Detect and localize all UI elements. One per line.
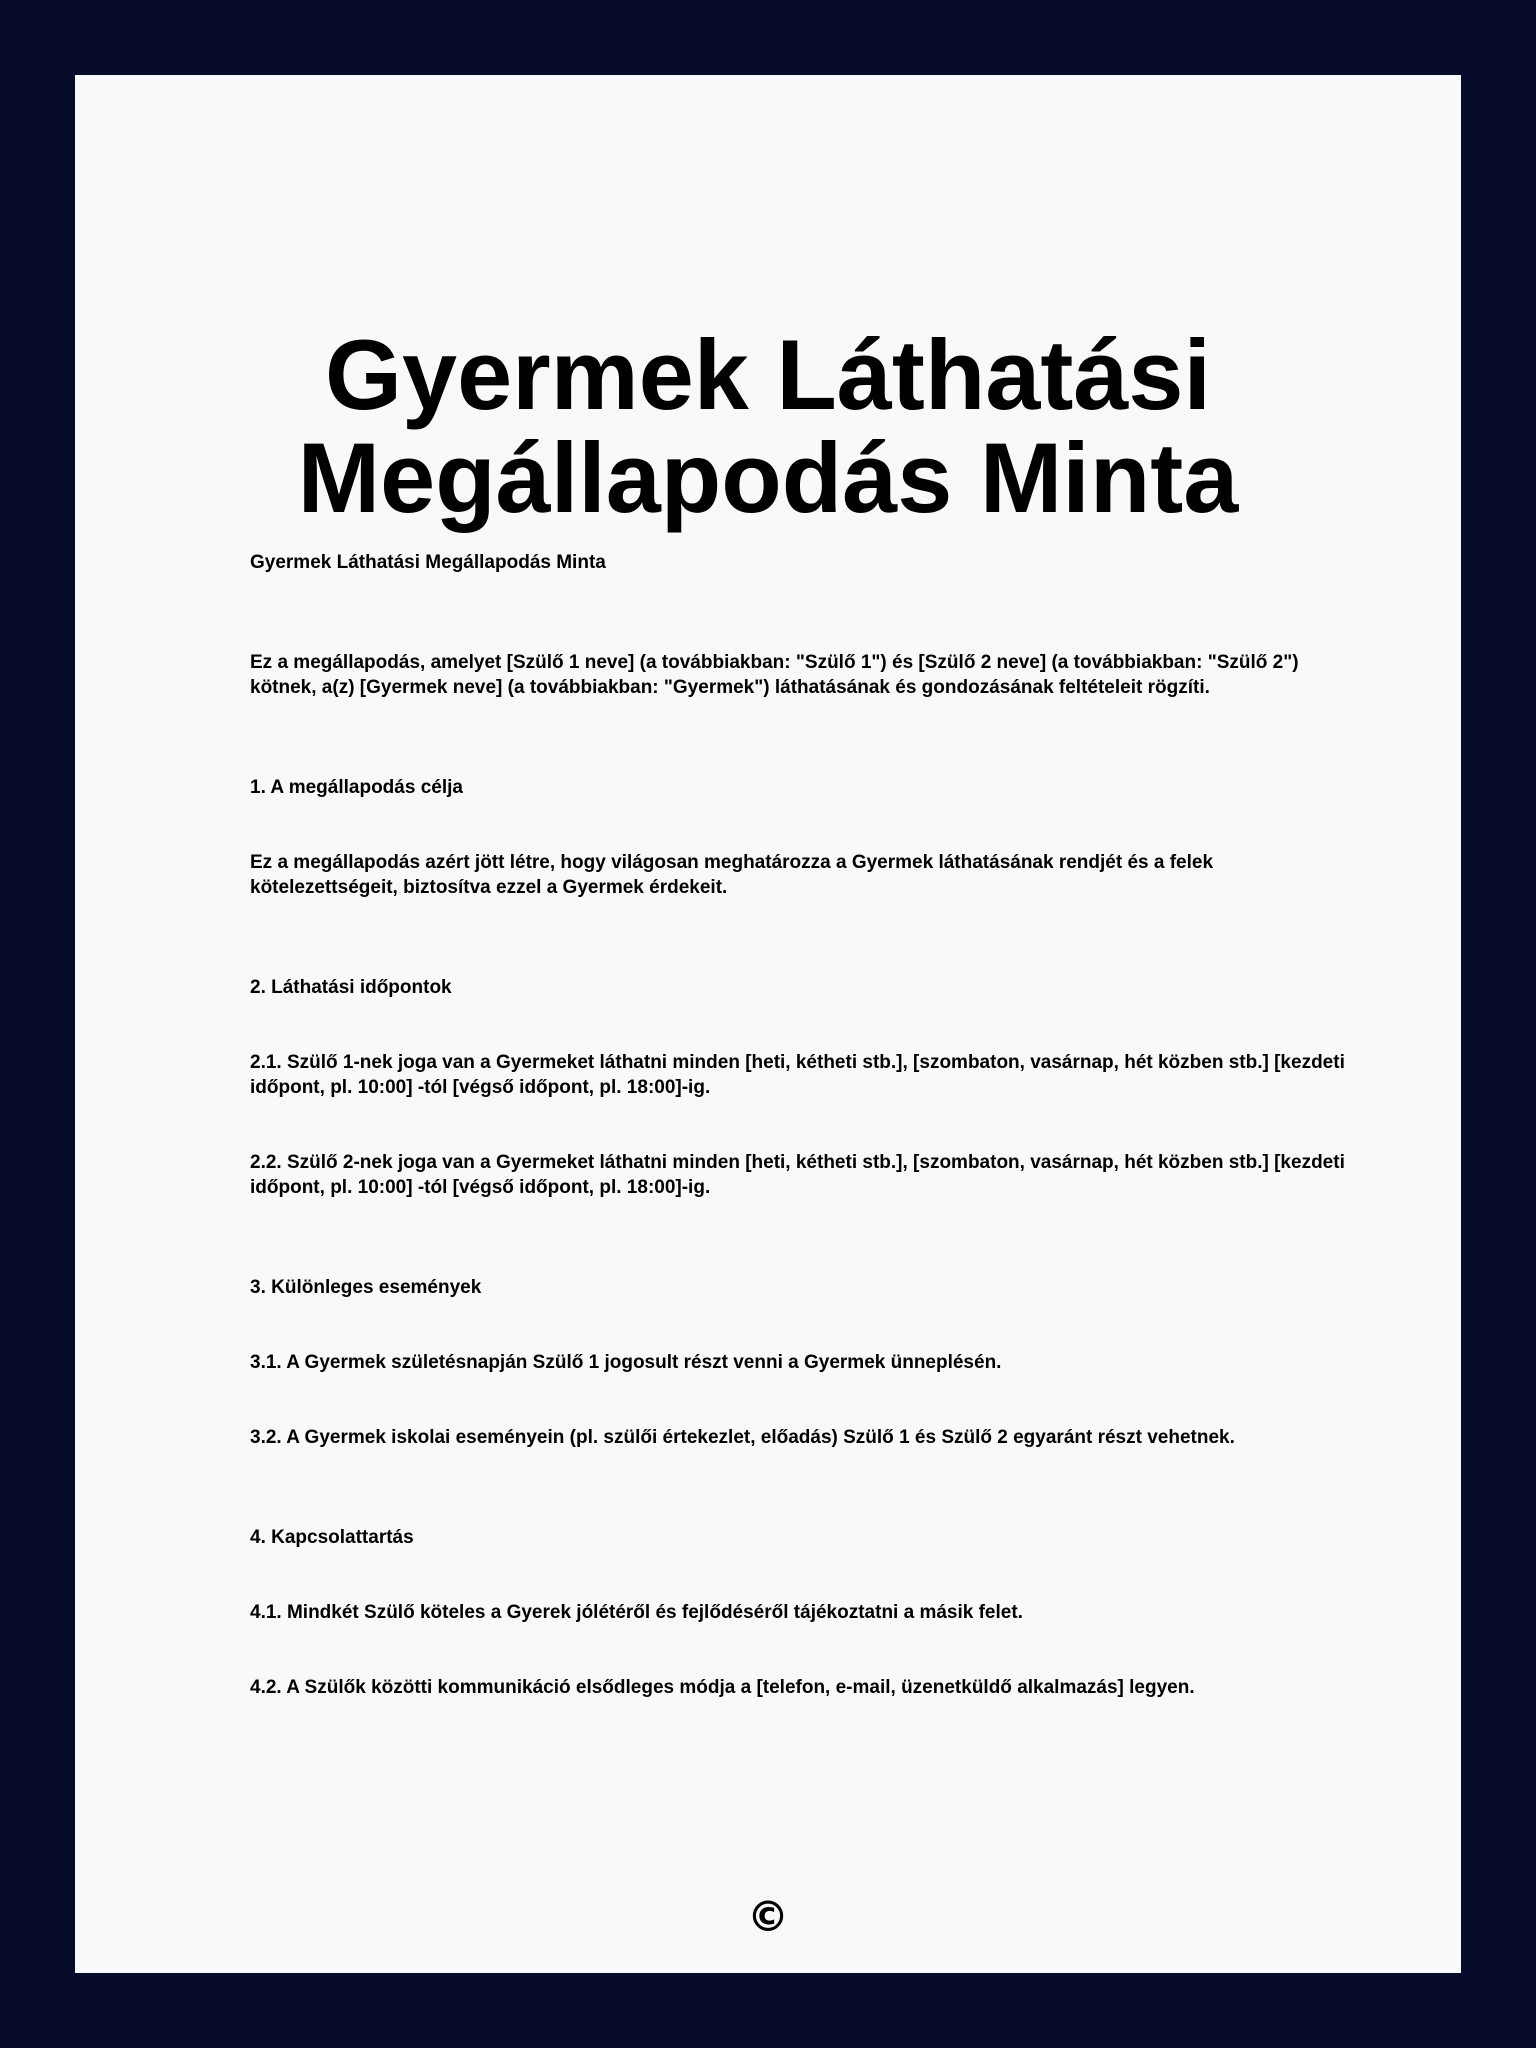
- section-3-1-paragraph: 3.1. A Gyermek születésnapján Szülő 1 jogosult részt venni a Gyermek ünneplésén.: [250, 1352, 1002, 1373]
- section-3-heading: 3. Különleges események: [250, 1277, 482, 1298]
- copyright-icon: ©: [747, 1892, 789, 1941]
- document-title: Gyermek Láthatási Megállapodás Minta: [297, 319, 1239, 533]
- section-1-paragraph: Ez a megállapodás azért jött létre, hogy világosan meghatározza a Gyermek láthatásának rendjét és a felek kötelezettségeit, biztosítva ezzel a Gyermek érdekeit.: [250, 852, 1214, 898]
- section-4-1-paragraph: 4.1. Mindkét Szülő köteles a Gyerek jólétéről és fejlődéséről tájékoztatni a másik felet.: [250, 1602, 1023, 1623]
- document-subtitle: Gyermek Láthatási Megállapodás Minta: [250, 552, 606, 573]
- section-3-2-paragraph: 3.2. A Gyermek iskolai eseményein (pl. szülői értekezlet, előadás) Szülő 1 és Szülő 2 egyaránt részt vehetnek.: [250, 1427, 1235, 1448]
- document-page: [75, 75, 1461, 1973]
- section-4-heading: 4. Kapcsolattartás: [250, 1527, 414, 1548]
- section-2-2-paragraph: 2.2. Szülő 2-nek joga van a Gyermeket láthatni minden [heti, kétheti stb.], [szombaton, vasárnap, hét közben stb.] [kezdeti időpont, pl. 10:00] -tól [végső időpont, pl. 18:00]-ig.: [250, 1152, 1345, 1198]
- section-2-heading: 2. Láthatási időpontok: [250, 977, 452, 998]
- section-4-2-paragraph: 4.2. A Szülők közötti kommunikáció elsődleges módja a [telefon, e-mail, üzenetküldő alkalmazás] legyen.: [250, 1677, 1195, 1698]
- document-body: [250, 550, 1350, 1700]
- section-2-1-paragraph: 2.1. Szülő 1-nek joga van a Gyermeket láthatni minden [heti, kétheti stb.], [szombaton, vasárnap, hét közben stb.] [kezdeti időpont, pl. 10:00] -tól [végső időpont, pl. 18:00]-ig.: [250, 1052, 1345, 1098]
- intro-paragraph: Ez a megállapodás, amelyet [Szülő 1 neve] (a továbbiakban: "Szülő 1") és [Szülő 2 neve] (a továbbiakban: "Szülő 2") kötnek, a(z) [Gyermek neve] (a továbbiakban: "Gyermek") láthatásának és gondozásának feltételeit rögzíti.: [250, 652, 1299, 698]
- section-1-heading: 1. A megállapodás célja: [250, 777, 463, 798]
